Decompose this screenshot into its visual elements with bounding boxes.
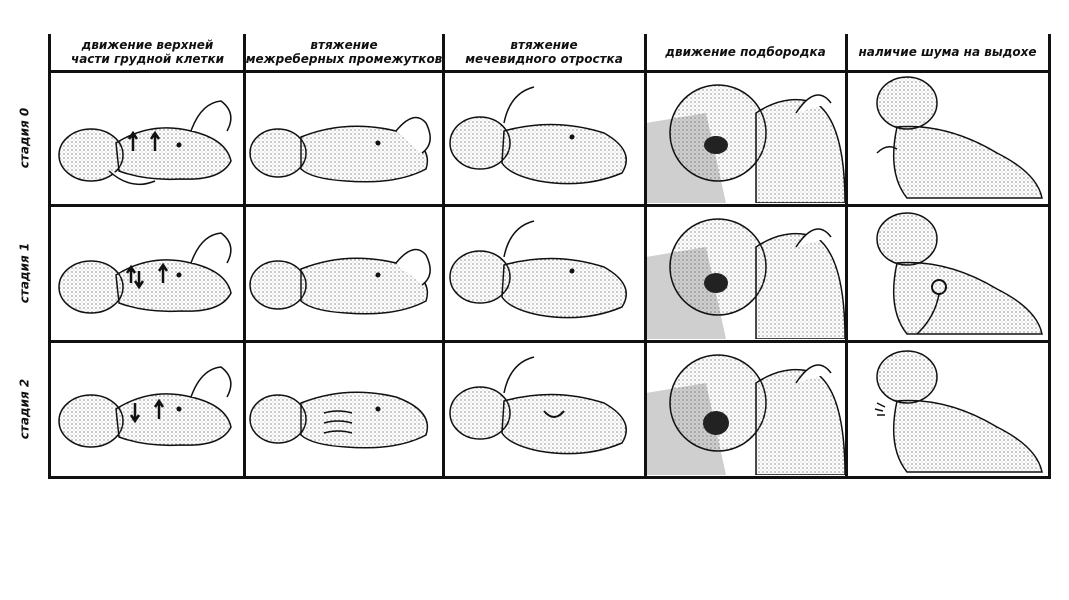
infant-supine-illustration: [246, 343, 442, 475]
row-label: стадия 0: [17, 107, 31, 169]
column-header-line: движение верхней: [81, 38, 214, 52]
grid-line: [243, 34, 246, 478]
infant-supine-illustration: [246, 207, 442, 339]
illustration-grunt-stage-1: [847, 207, 1048, 339]
illustration-xiphoid-stage-1: [444, 207, 644, 339]
grid-line: [644, 34, 647, 478]
column-header-line: втяжение: [510, 38, 578, 52]
infant-crying-illustration: [646, 343, 845, 475]
illustration-xiphoid-stage-0: [444, 73, 644, 203]
illustration-intercostal-stage-2: [246, 343, 442, 475]
grid-line: [48, 34, 51, 478]
grid-line: [845, 34, 848, 478]
column-header-intercostal: [245, 34, 443, 70]
illustration-xiphoid-stage-2: [444, 343, 644, 475]
column-header-line: части грудной клетки: [70, 52, 225, 66]
illustration-grunt-stage-2: [847, 343, 1048, 475]
column-header-line: наличие шума на выдохе: [858, 45, 1037, 59]
illustration-upper-chest-stage-2: [51, 343, 244, 475]
infant-supine-illustration: [444, 207, 644, 339]
column-header-line: межреберных промежутков: [245, 52, 443, 66]
row-header-stage-2: [2, 342, 46, 476]
infant-supine-illustration: [246, 73, 442, 203]
column-header-line: втяжение: [310, 38, 378, 52]
row-header-stage-0: [2, 72, 46, 204]
infant-supine-illustration: [444, 343, 644, 475]
illustration-intercostal-stage-1: [246, 207, 442, 339]
infant-supine-illustration: [51, 73, 244, 203]
infant-crying-illustration: [646, 207, 845, 339]
infant-supine-illustration: [51, 343, 244, 475]
infant-crying-illustration: [646, 73, 845, 203]
grid-line: [1048, 34, 1051, 478]
infant-supine-illustration: [444, 73, 644, 203]
column-header-chin: [645, 34, 846, 70]
column-header-line: движение подбородка: [665, 45, 826, 59]
column-header-upper-chest: [50, 34, 245, 70]
grid-line: [48, 340, 1051, 343]
infant-side-illustration: [847, 343, 1048, 475]
column-header-expiratory-grunt: [846, 34, 1049, 70]
infant-side-illustration: [847, 73, 1048, 203]
illustration-intercostal-stage-0: [246, 73, 442, 203]
column-header-xiphoid: [443, 34, 645, 70]
grid-line: [48, 204, 1051, 207]
grid-line: [442, 34, 445, 478]
illustration-upper-chest-stage-0: [51, 73, 244, 203]
column-header-line: мечевидного отростка: [465, 52, 623, 66]
infant-supine-illustration: [51, 207, 244, 339]
illustration-chin-stage-1: [646, 207, 845, 339]
grid-line: [48, 70, 1051, 73]
illustration-grunt-stage-0: [847, 73, 1048, 203]
infant-side-illustration: [847, 207, 1048, 339]
row-label: стадия 1: [17, 242, 31, 304]
grid-line: [48, 476, 1051, 479]
illustration-chin-stage-2: [646, 343, 845, 475]
illustration-chin-stage-0: [646, 73, 845, 203]
row-label: стадия 2: [17, 378, 31, 440]
illustration-upper-chest-stage-1: [51, 207, 244, 339]
row-header-stage-1: [2, 206, 46, 340]
